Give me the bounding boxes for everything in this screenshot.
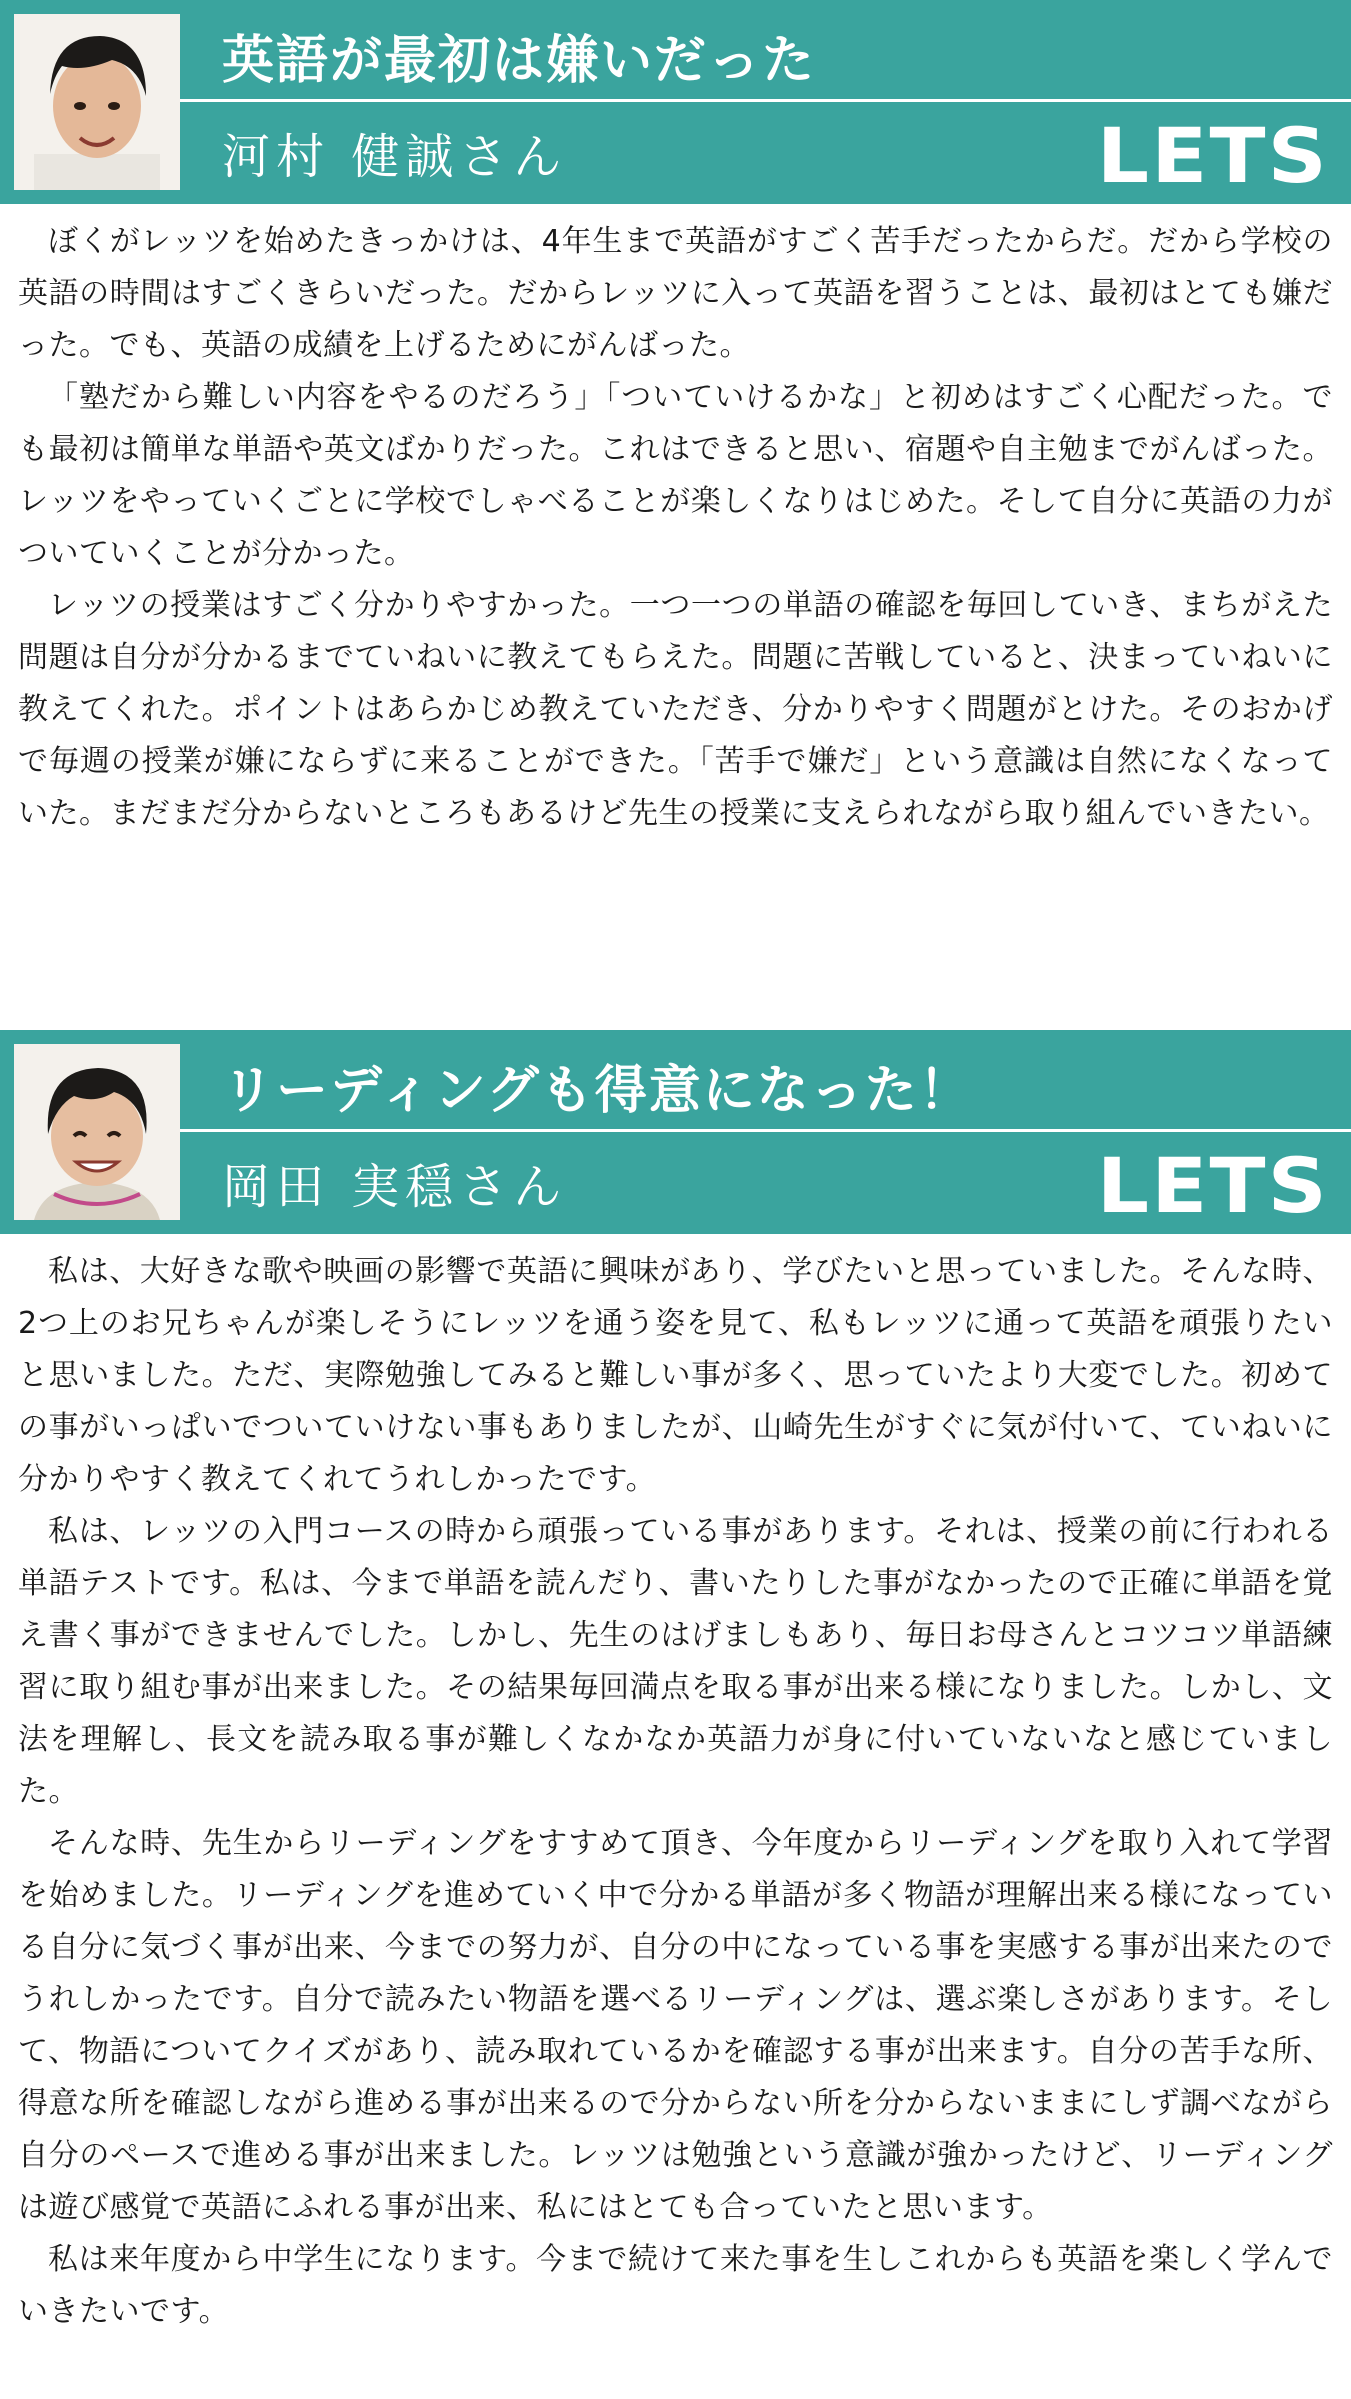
article-header <box>0 1030 1351 1234</box>
article-2 <box>0 1030 1351 2338</box>
article-1 <box>0 0 1351 840</box>
article-header <box>0 0 1351 204</box>
paragraph: 私は来年度から中学生になります。今まで続けて来た事を生しこれからも英語を楽しく学んでいきたいです。 <box>18 2242 1333 2329</box>
student-photo <box>14 1044 180 1220</box>
paragraph: そんな時、先生からリーディングをすすめて頂き、今年度からリーディングを取り入れて学習を始めました。リーディングを進めていく中で分かる単語が多く物語が理解出来る様になっている自分に気づく事が出来、今までの努力が、自分の中になっている事を実感する事が出来たのでうれしかったです。自分で読みたい物語を選べるリーディングは、選ぶ楽しさがあります。そして、物語についてクイズがあり、読み取れているかを確認する事が出来ます。自分の苦手な所、得意な所を確認しながら進める事が出来るので分からない所を分からないままにしず調べながら自分のペースで進める事が出来ました。レッツは勉強という意識が強かったけど、リーディングは遊び感覚で英語にふれる事が出来、私にはとても合っていたと思います。 <box>18 1826 1333 2225</box>
paragraph: 私は、レッツの入門コースの時から頑張っている事があります。それは、授業の前に行われる単語テストです。私は、今まで単語を読んだり、書いたりした事がなかったので正確に単語を覚え書く事ができませんでした。しかし、先生のはげましもあり、毎日お母さんとコツコツ単語練習に取り組む事が出来ました。その結果毎回満点を取る事が出来る様になりました。しかし、文法を理解し、長文を読み取る事が難しくなかなか英語力が身に付いていないなと感じていました。 <box>18 1514 1333 1809</box>
header-divider <box>180 1129 1351 1132</box>
paragraph: ぼくがレッツを始めたきっかけは、4年生まで英語がすごく苦手だったからだ。だから学校の英語の時間はすごくきらいだった。だからレッツに入って英語を習うことは、最初はとても嫌だった。でも、英語の成績を上げるためにがんばった。 <box>18 224 1333 363</box>
article-body <box>0 1234 1351 2338</box>
paragraph: 私は、大好きな歌や映画の影響で英語に興味があり、学びたいと思っていました。そんな時、2つ上のお兄ちゃんが楽しそうにレッツを通う姿を見て、私もレッツに通って英語を頑張りたいと思いました。ただ、実際勉強してみると難しい事が多く、思っていたより大変でした。初めての事がいっぱいでついていけない事もありましたが、山崎先生がすぐに気が付いて、ていねいに分かりやすく教えてくれてうれしかったです。 <box>18 1254 1333 1497</box>
article-title: リーディングも得意になった！ <box>222 1061 973 1121</box>
lets-logo: LETS <box>1096 1141 1329 1230</box>
student-photo <box>14 14 180 190</box>
student-name: 岡田 実穏さん <box>222 1159 568 1215</box>
article-title: 英語が最初は嫌いだった <box>222 31 817 91</box>
student-name: 河村 健誠さん <box>222 129 568 185</box>
article-body <box>0 204 1351 840</box>
paragraph: レッツの授業はすごく分かりやすかった。一つ一つの単語の確認を毎回していき、まちがえた問題は自分が分かるまでていねいに教えてもらえた。問題に苦戦していると、決まっていねいに教えてくれた。ポイントはあらかじめ教えていただき、分かりやすく問題がとけた。そのおかげで毎週の授業が嫌にならずに来ることができた。「苦手で嫌だ」という意識は自然になくなっていた。まだまだ分からないところもあるけど先生の授業に支えられながら取り組んでいきたい。 <box>18 588 1333 831</box>
paragraph: 「塾だから難しい内容をやるのだろう」「ついていけるかな」と初めはすごく心配だった。でも最初は簡単な単語や英文ばかりだった。これはできると思い、宿題や自主勉までがんばった。レッツをやっていくごとに学校でしゃべることが楽しくなりはじめた。そして自分に英語の力がついていくことが分かった。 <box>18 380 1333 571</box>
lets-logo: LETS <box>1096 111 1329 200</box>
header-divider <box>180 99 1351 102</box>
